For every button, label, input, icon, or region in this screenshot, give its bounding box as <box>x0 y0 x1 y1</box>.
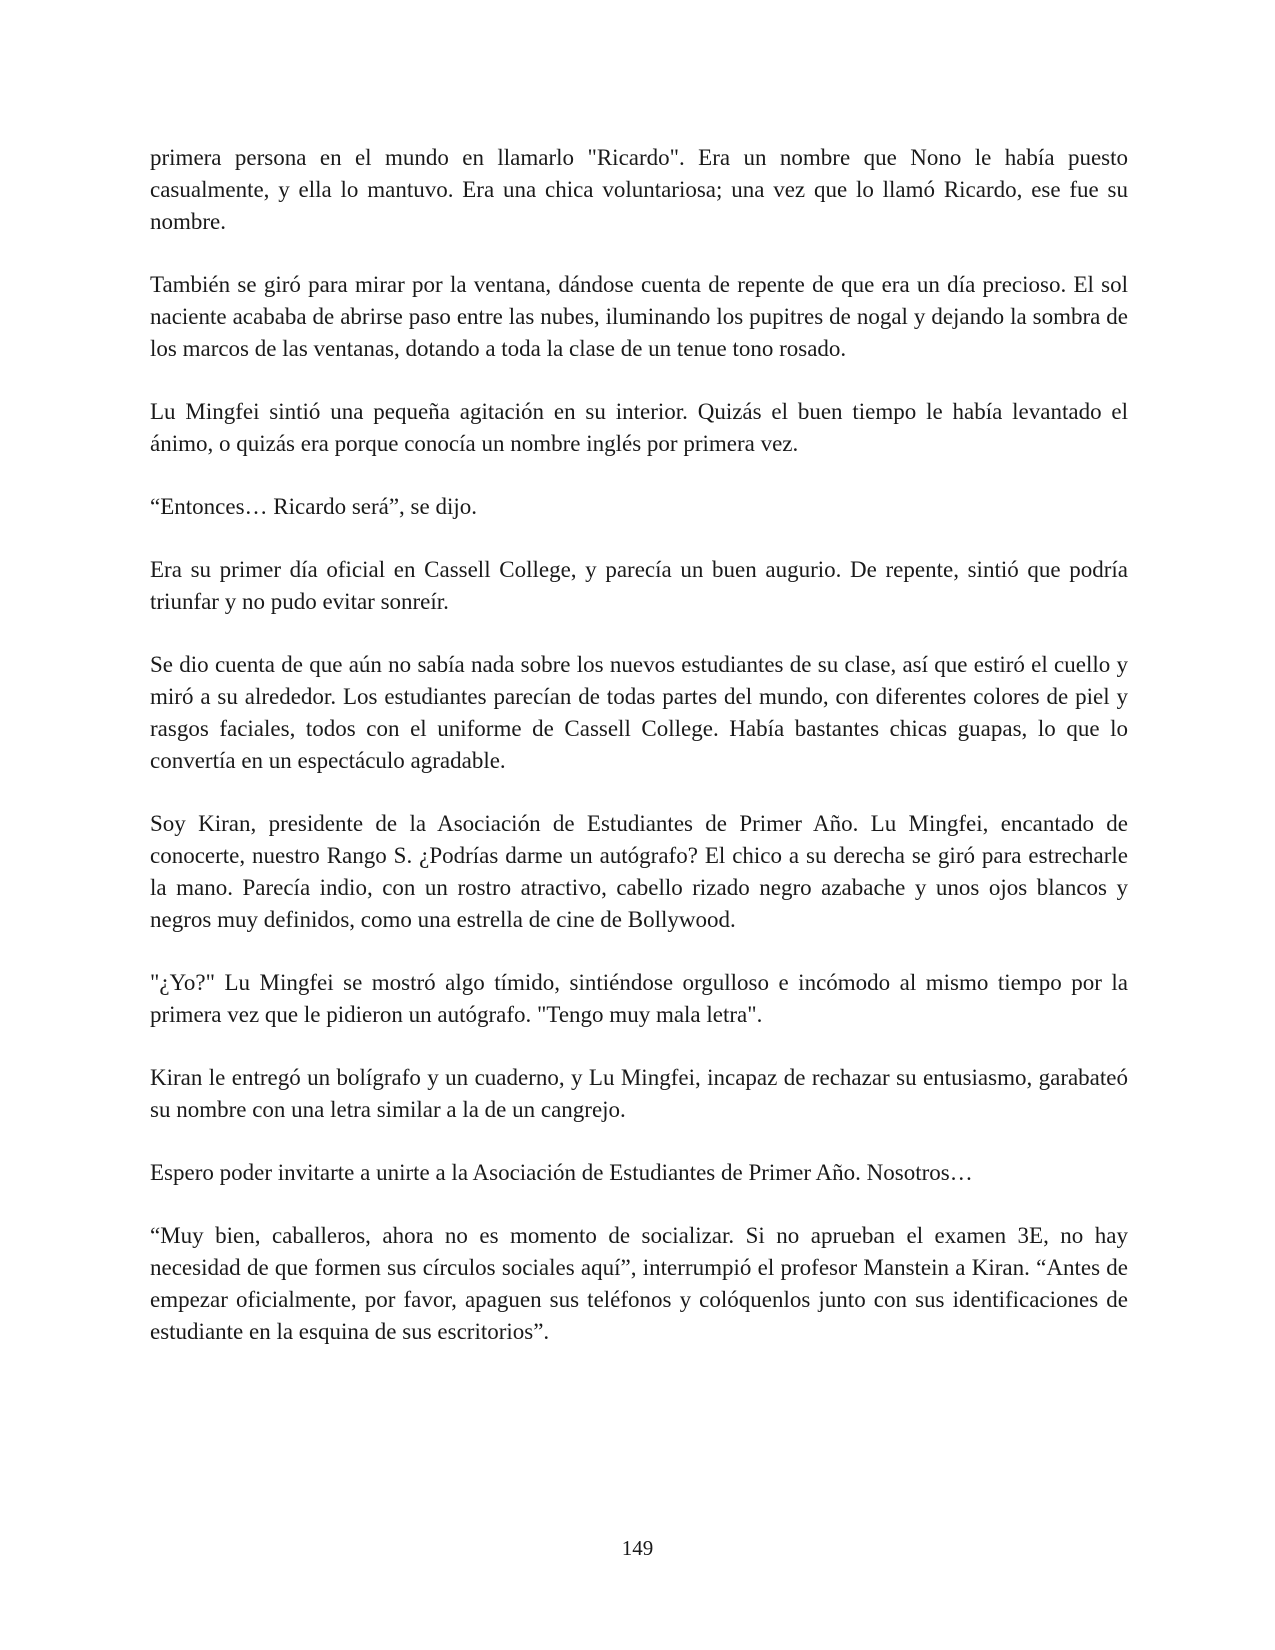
paragraph: “Muy bien, caballeros, ahora no es momento de socializar. Si no aprueban el examen 3E, no hay necesidad de que formen sus círculos sociales aquí”, interrumpió el profesor Manstein a Kiran. “Antes de empezar oficialmente, por favor, apaguen sus teléfonos y colóquenlos junto con sus identificaciones de estudiante en la esquina de sus escritorios”. <box>150 1223 1128 1344</box>
paragraph: Era su primer día oficial en Cassell College, y parecía un buen augurio. De repente, sintió que podría triunfar y no pudo evitar sonreír. <box>150 557 1128 614</box>
paragraph: Soy Kiran, presidente de la Asociación de Estudiantes de Primer Año. Lu Mingfei, encantado de conocerte, nuestro Rango S. ¿Podrías darme un autógrafo? El chico a su derecha se giró para estrecharle la mano. Parecía indio, con un rostro atractivo, cabello rizado negro azabache y unos ojos blancos y negros muy definidos, como una estrella de cine de Bollywood. <box>150 811 1128 932</box>
body-text <box>150 142 1128 1348</box>
paragraph: Kiran le entregó un bolígrafo y un cuaderno, y Lu Mingfei, incapaz de rechazar su entusiasmo, garabateó su nombre con una letra similar a la de un cangrejo. <box>150 1065 1128 1122</box>
paragraph: También se giró para mirar por la ventana, dándose cuenta de repente de que era un día precioso. El sol naciente acababa de abrirse paso entre las nubes, iluminando los pupitres de nogal y dejando la sombra de los marcos de las ventanas, dotando a toda la clase de un tenue tono rosado. <box>150 272 1128 361</box>
paragraph: primera persona en el mundo en llamarlo "Ricardo". Era un nombre que Nono le había puesto casualmente, y ella lo mantuvo. Era una chica voluntariosa; una vez que lo llamó Ricardo, ese fue su nombre. <box>150 145 1128 234</box>
paragraph: “Entonces… Ricardo será”, se dijo. <box>150 494 477 519</box>
paragraph: Espero poder invitarte a unirte a la Asociación de Estudiantes de Primer Año. Nosotros… <box>150 1160 973 1185</box>
paragraph: Se dio cuenta de que aún no sabía nada sobre los nuevos estudiantes de su clase, así que estiró el cuello y miró a su alrededor. Los estudiantes parecían de todas partes del mundo, con diferentes colores de piel y rasgos faciales, todos con el uniforme de Cassell College. Había bastantes chicas guapas, lo que lo convertía en un espectáculo agradable. <box>150 652 1128 773</box>
paragraph: "¿Yo?" Lu Mingfei se mostró algo tímido, sintiéndose orgulloso e incómodo al mismo tiempo por la primera vez que le pidieron un autógrafo. "Tengo muy mala letra". <box>150 970 1128 1027</box>
page-number: 149 <box>621 1536 654 1560</box>
paragraph: Lu Mingfei sintió una pequeña agitación en su interior. Quizás el buen tiempo le había levantado el ánimo, o quizás era porque conocía un nombre inglés por primera vez. <box>150 399 1128 456</box>
